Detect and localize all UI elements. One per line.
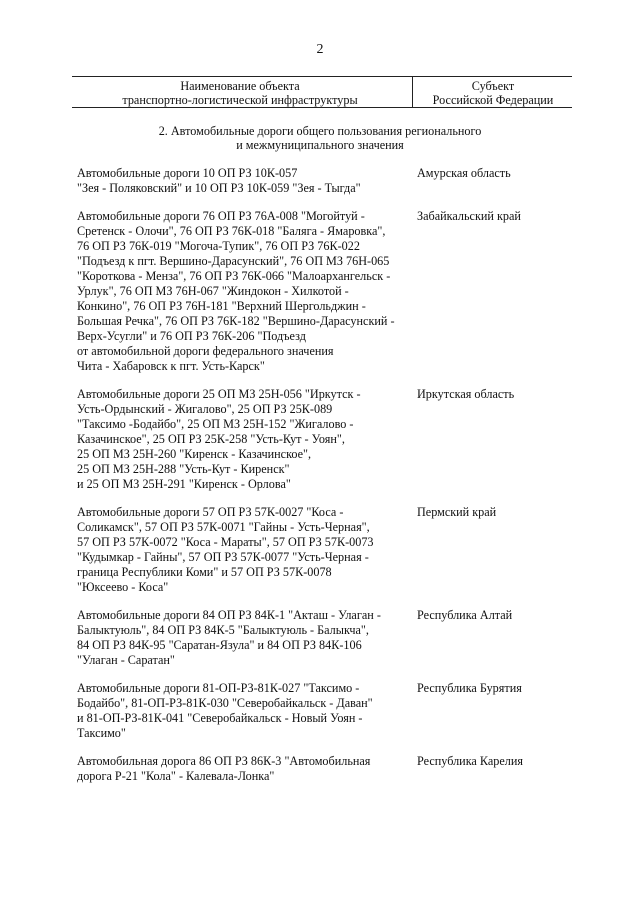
road-description-line: Автомобильные дороги 25 ОП МЗ 25Н-056 "Иркутск -	[77, 387, 361, 401]
header-subject-line: Субъект	[471, 79, 515, 93]
road-description	[77, 608, 413, 668]
road-description-line: Автомобильные дороги 10 ОП РЗ 10К-057	[77, 166, 298, 180]
road-description	[77, 754, 413, 784]
road-description-line: Урлук", 76 ОП МЗ 76Н-067 "Жиндокон - Хилкотой -	[77, 284, 349, 298]
region-name: Республика Алтай	[417, 608, 513, 622]
road-description-line: Большая Речка", 76 ОП РЗ 76К-182 "Вершино-Дарасунский -	[77, 314, 395, 328]
road-description-line: и 81-ОП-РЗ-81К-041 "Северобайкальск - Новый Уоян -	[77, 711, 363, 725]
road-description-line: "Юксеево - Коса"	[77, 580, 169, 594]
road-entry	[77, 681, 567, 741]
road-description	[77, 166, 413, 196]
road-entry	[77, 608, 567, 668]
entries-list	[77, 166, 567, 797]
road-description-line: "Улаган - Саратан"	[77, 653, 175, 667]
header-subject-column	[414, 79, 572, 107]
road-description-line: Сретенск - Олочи", 76 ОП РЗ 76К-018 "Баляга - Ямаровка",	[77, 224, 386, 238]
road-description	[77, 505, 413, 595]
road-description-line: Балыктуюль", 84 ОП РЗ 84К-5 "Балыктуюль - Балыкча",	[77, 623, 369, 637]
region-name: Пермский край	[417, 505, 497, 519]
road-description-line: "Кудымкар - Гайны", 57 ОП РЗ 57К-0077 "Усть-Черная -	[77, 550, 369, 564]
road-description-line: Автомобильная дорога 86 ОП РЗ 86К-3 "Автомобильная	[77, 754, 371, 768]
road-description-line: "Подъезд к пгт. Вершино-Дарасунский", 76 ОП МЗ 76Н-065	[77, 254, 390, 268]
road-description-line: от автомобильной дороги федерального значения	[77, 344, 334, 358]
road-description-line: Конкино", 76 ОП РЗ 76Н-181 "Верхний Шергольджин -	[77, 299, 366, 313]
region-name: Республика Бурятия	[417, 681, 522, 695]
header-object-line: транспортно-логистической инфраструктуры	[122, 93, 358, 107]
region-name: Забайкальский край	[417, 209, 521, 223]
road-description-line: Автомобильные дороги 76 ОП РЗ 76А-008 "Могойтуй -	[77, 209, 365, 223]
road-entry	[77, 209, 567, 374]
road-entry	[77, 505, 567, 595]
section-title	[100, 124, 540, 152]
header-divider	[412, 77, 413, 107]
road-description-line: "Зея - Поляковский" и 10 ОП РЗ 10К-059 "Зея - Тыгда"	[77, 181, 361, 195]
road-entry	[77, 166, 567, 196]
region-name: Амурская область	[417, 166, 511, 180]
road-description-line: 84 ОП РЗ 84К-95 "Саратан-Язула" и 84 ОП РЗ 84К-106	[77, 638, 362, 652]
road-description-line: 76 ОП РЗ 76К-019 "Могоча-Тупик", 76 ОП РЗ 76К-022	[77, 239, 360, 253]
header-object-line: Наименование объекта	[180, 79, 300, 93]
page-number: 2	[316, 42, 324, 57]
section-title-line: 2. Автомобильные дороги общего пользования регионального	[158, 124, 482, 138]
road-description-line: и 25 ОП МЗ 25Н-291 "Киренск - Орлова"	[77, 477, 291, 491]
road-description-line: 25 ОП МЗ 25Н-288 "Усть-Кут - Киренск"	[77, 462, 290, 476]
road-description-line: Автомобильные дороги 81-ОП-РЗ-81К-027 "Таксимо -	[77, 681, 360, 695]
header-object-column	[72, 79, 408, 107]
road-description-line: граница Республики Коми" и 57 ОП РЗ 57К-0078	[77, 565, 332, 579]
road-description-line: Чита - Хабаровск к пгт. Усть-Карск"	[77, 359, 265, 373]
road-description-line: Верх-Усугли" и 76 ОП РЗ 76К-206 "Подъезд	[77, 329, 306, 343]
road-description	[77, 681, 413, 741]
road-description-line: дорога Р-21 "Кола" - Калевала-Лонка"	[77, 769, 275, 783]
road-description-line: 57 ОП РЗ 57К-0072 "Коса - Мараты", 57 ОП РЗ 57К-0073	[77, 535, 374, 549]
road-description-line: Бодайбо", 81-ОП-РЗ-81К-030 "Северобайкальск - Даван"	[77, 696, 373, 710]
region-name: Республика Карелия	[417, 754, 523, 768]
road-description-line: Казачинское", 25 ОП РЗ 25К-258 "Усть-Кут - Уоян",	[77, 432, 345, 446]
table-header	[72, 76, 572, 108]
road-description-line: "Таксимо -Бодайбо", 25 ОП МЗ 25Н-152 "Жигалово -	[77, 417, 354, 431]
road-description-line: "Короткова - Менза", 76 ОП РЗ 76К-066 "Малоархангельск -	[77, 269, 391, 283]
section-title-line: и межмуниципального значения	[236, 138, 404, 152]
road-description-line: Автомобильные дороги 57 ОП РЗ 57К-0027 "Коса -	[77, 505, 344, 519]
road-description	[77, 387, 413, 492]
road-entry	[77, 387, 567, 492]
road-description-line: 25 ОП МЗ 25Н-260 "Киренск - Казачинское",	[77, 447, 312, 461]
road-description-line: Соликамск", 57 ОП РЗ 57К-0071 "Гайны - Усть-Черная",	[77, 520, 370, 534]
header-subject-line: Российской Федерации	[432, 93, 554, 107]
road-description-line: Усть-Ордынский - Жигалово", 25 ОП РЗ 25К-089	[77, 402, 333, 416]
region-name: Иркутская область	[417, 387, 515, 401]
road-description	[77, 209, 413, 374]
road-description-line: Автомобильные дороги 84 ОП РЗ 84К-1 "Акташ - Улаган -	[77, 608, 381, 622]
road-entry	[77, 754, 567, 784]
road-description-line: Таксимо"	[77, 726, 126, 740]
